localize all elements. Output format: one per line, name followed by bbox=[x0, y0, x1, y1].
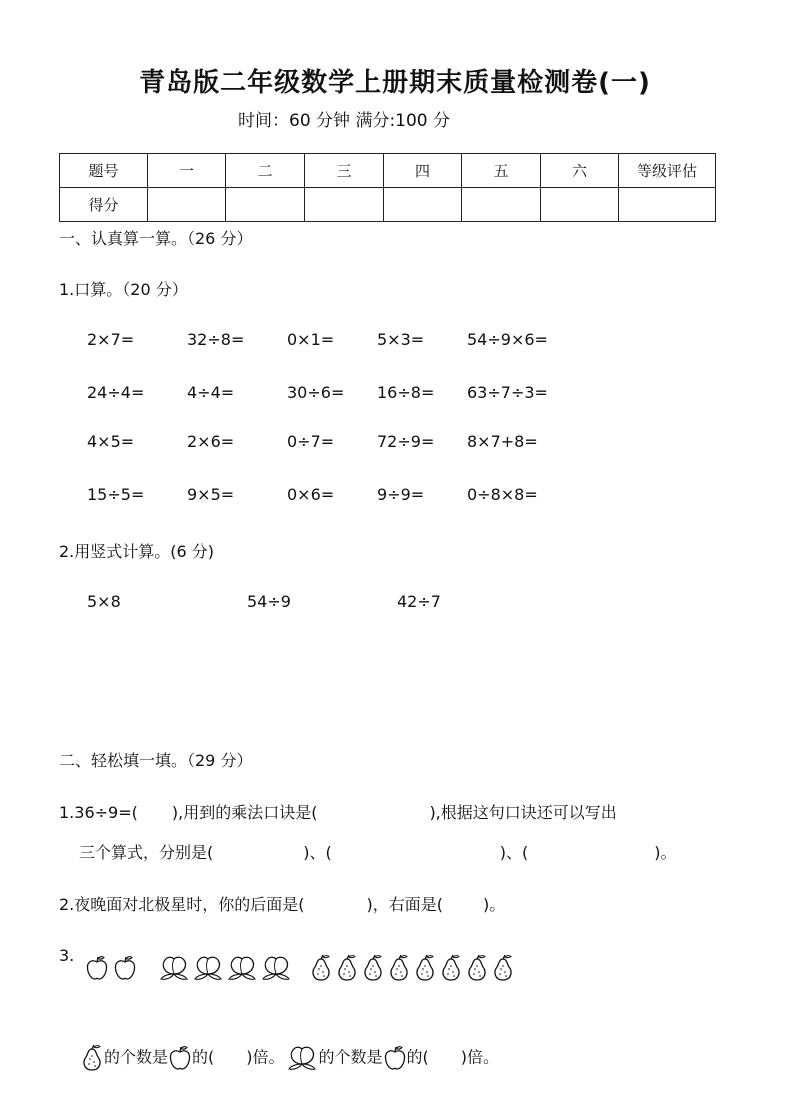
score-input-cell[interactable] bbox=[462, 188, 541, 222]
table-cell: 二 bbox=[226, 154, 305, 188]
q1-heading: 1.口算。（20 分） bbox=[59, 280, 188, 299]
vertical-problem: 54÷9 bbox=[247, 592, 291, 611]
q2-heading: 2.用竖式计算。(6 分) bbox=[59, 542, 215, 561]
table-cell: 六 bbox=[541, 154, 619, 188]
oral-problem: 24÷4= bbox=[87, 383, 145, 402]
oral-problem: 9÷9= bbox=[377, 485, 425, 504]
oral-problem: 4÷4= bbox=[187, 383, 235, 402]
question-text: 三个算式，分别是( bbox=[79, 843, 214, 862]
question-text: 1.36÷9=( bbox=[59, 803, 138, 822]
pear-icon bbox=[80, 1044, 104, 1072]
pear-icon bbox=[309, 954, 333, 982]
oral-problem: 8×7+8= bbox=[467, 432, 538, 451]
apple-icon bbox=[168, 1045, 192, 1071]
pear-icon bbox=[413, 954, 437, 982]
score-input-cell[interactable] bbox=[226, 188, 305, 222]
oral-problem: 0×1= bbox=[287, 330, 335, 349]
pear-icon bbox=[335, 954, 359, 982]
question-2-2 bbox=[59, 892, 505, 915]
exam-info: 时间：60 分钟 满分:100 分 bbox=[238, 111, 451, 131]
oral-problem: 32÷8= bbox=[187, 330, 245, 349]
question-2-1-line-1 bbox=[59, 800, 617, 823]
fruit-row bbox=[85, 954, 517, 982]
question-text: 的个数是 bbox=[104, 1047, 169, 1067]
oral-problem: 0×6= bbox=[287, 485, 335, 504]
peach-icon bbox=[259, 954, 293, 982]
question-text: 的( bbox=[406, 1047, 429, 1067]
apple-icon bbox=[85, 955, 109, 981]
question-text: )。 bbox=[483, 895, 506, 914]
vertical-problem: 5×8 bbox=[87, 592, 121, 611]
pear-icon bbox=[387, 954, 411, 982]
question-text: 的个数是 bbox=[318, 1047, 383, 1067]
oral-problem: 9×5= bbox=[187, 485, 235, 504]
question-text: 2.夜晚面对北极星时，你的后面是( bbox=[59, 895, 305, 914]
oral-problem: 54÷9×6= bbox=[467, 330, 548, 349]
oral-problem: 15÷5= bbox=[87, 485, 145, 504]
peach-icon bbox=[225, 954, 259, 982]
score-input-cell[interactable] bbox=[384, 188, 462, 222]
score-input-cell[interactable] bbox=[305, 188, 384, 222]
table-cell: 五 bbox=[462, 154, 541, 188]
vertical-problem: 42÷7 bbox=[397, 592, 441, 611]
score-input-cell[interactable] bbox=[619, 188, 716, 222]
oral-problem: 16÷8= bbox=[377, 383, 435, 402]
question-3-label: 3. bbox=[59, 946, 75, 965]
question-text: ),用到的乘法口诀是( bbox=[171, 803, 318, 822]
score-table-header-row bbox=[60, 154, 716, 188]
question-text: )倍。 bbox=[246, 1047, 285, 1067]
oral-problem: 72÷9= bbox=[377, 432, 435, 451]
page-title: 青岛版二年级数学上册期末质量检测卷(一) bbox=[139, 68, 651, 98]
oral-problem: 30÷6= bbox=[287, 383, 345, 402]
oral-problem: 2×6= bbox=[187, 432, 235, 451]
table-cell: 一 bbox=[148, 154, 226, 188]
pear-icon bbox=[361, 954, 385, 982]
table-cell: 四 bbox=[384, 154, 462, 188]
oral-problem: 0÷7= bbox=[287, 432, 335, 451]
score-input-cell[interactable] bbox=[541, 188, 619, 222]
score-table bbox=[59, 153, 716, 222]
pear-icon bbox=[465, 954, 489, 982]
question-2-3-sentence bbox=[80, 1044, 499, 1072]
score-table-score-row bbox=[60, 188, 716, 222]
question-text: )、( bbox=[499, 843, 529, 862]
oral-problem: 0÷8×8= bbox=[467, 485, 538, 504]
oral-problem: 5×3= bbox=[377, 330, 425, 349]
pear-icon bbox=[491, 954, 515, 982]
pear-icon bbox=[439, 954, 463, 982]
peach-icon bbox=[157, 954, 191, 982]
table-cell: 得分 bbox=[60, 188, 148, 222]
question-text: )，右面是( bbox=[366, 895, 444, 914]
score-input-cell[interactable] bbox=[148, 188, 226, 222]
section2-heading: 二、轻松填一填。（29 分） bbox=[59, 751, 253, 770]
question-text: )倍。 bbox=[460, 1047, 500, 1067]
table-cell: 等级评估 bbox=[619, 154, 716, 188]
oral-problem: 4×5= bbox=[87, 432, 135, 451]
question-text: 的( bbox=[192, 1047, 215, 1067]
oral-problem: 2×7= bbox=[87, 330, 135, 349]
apple-icon bbox=[383, 1045, 407, 1071]
table-cell: 题号 bbox=[60, 154, 148, 188]
section1-heading: 一、认真算一算。（26 分） bbox=[59, 229, 253, 248]
apple-icon bbox=[113, 955, 137, 981]
question-text: )、( bbox=[303, 843, 332, 862]
question-2-1-line-2 bbox=[79, 840, 677, 863]
peach-icon bbox=[191, 954, 225, 982]
peach-icon bbox=[285, 1044, 319, 1072]
question-text: )。 bbox=[654, 843, 677, 862]
table-cell: 三 bbox=[305, 154, 384, 188]
oral-problem: 63÷7÷3= bbox=[467, 383, 548, 402]
question-text: ),根据这句口诀还可以写出 bbox=[429, 803, 617, 822]
